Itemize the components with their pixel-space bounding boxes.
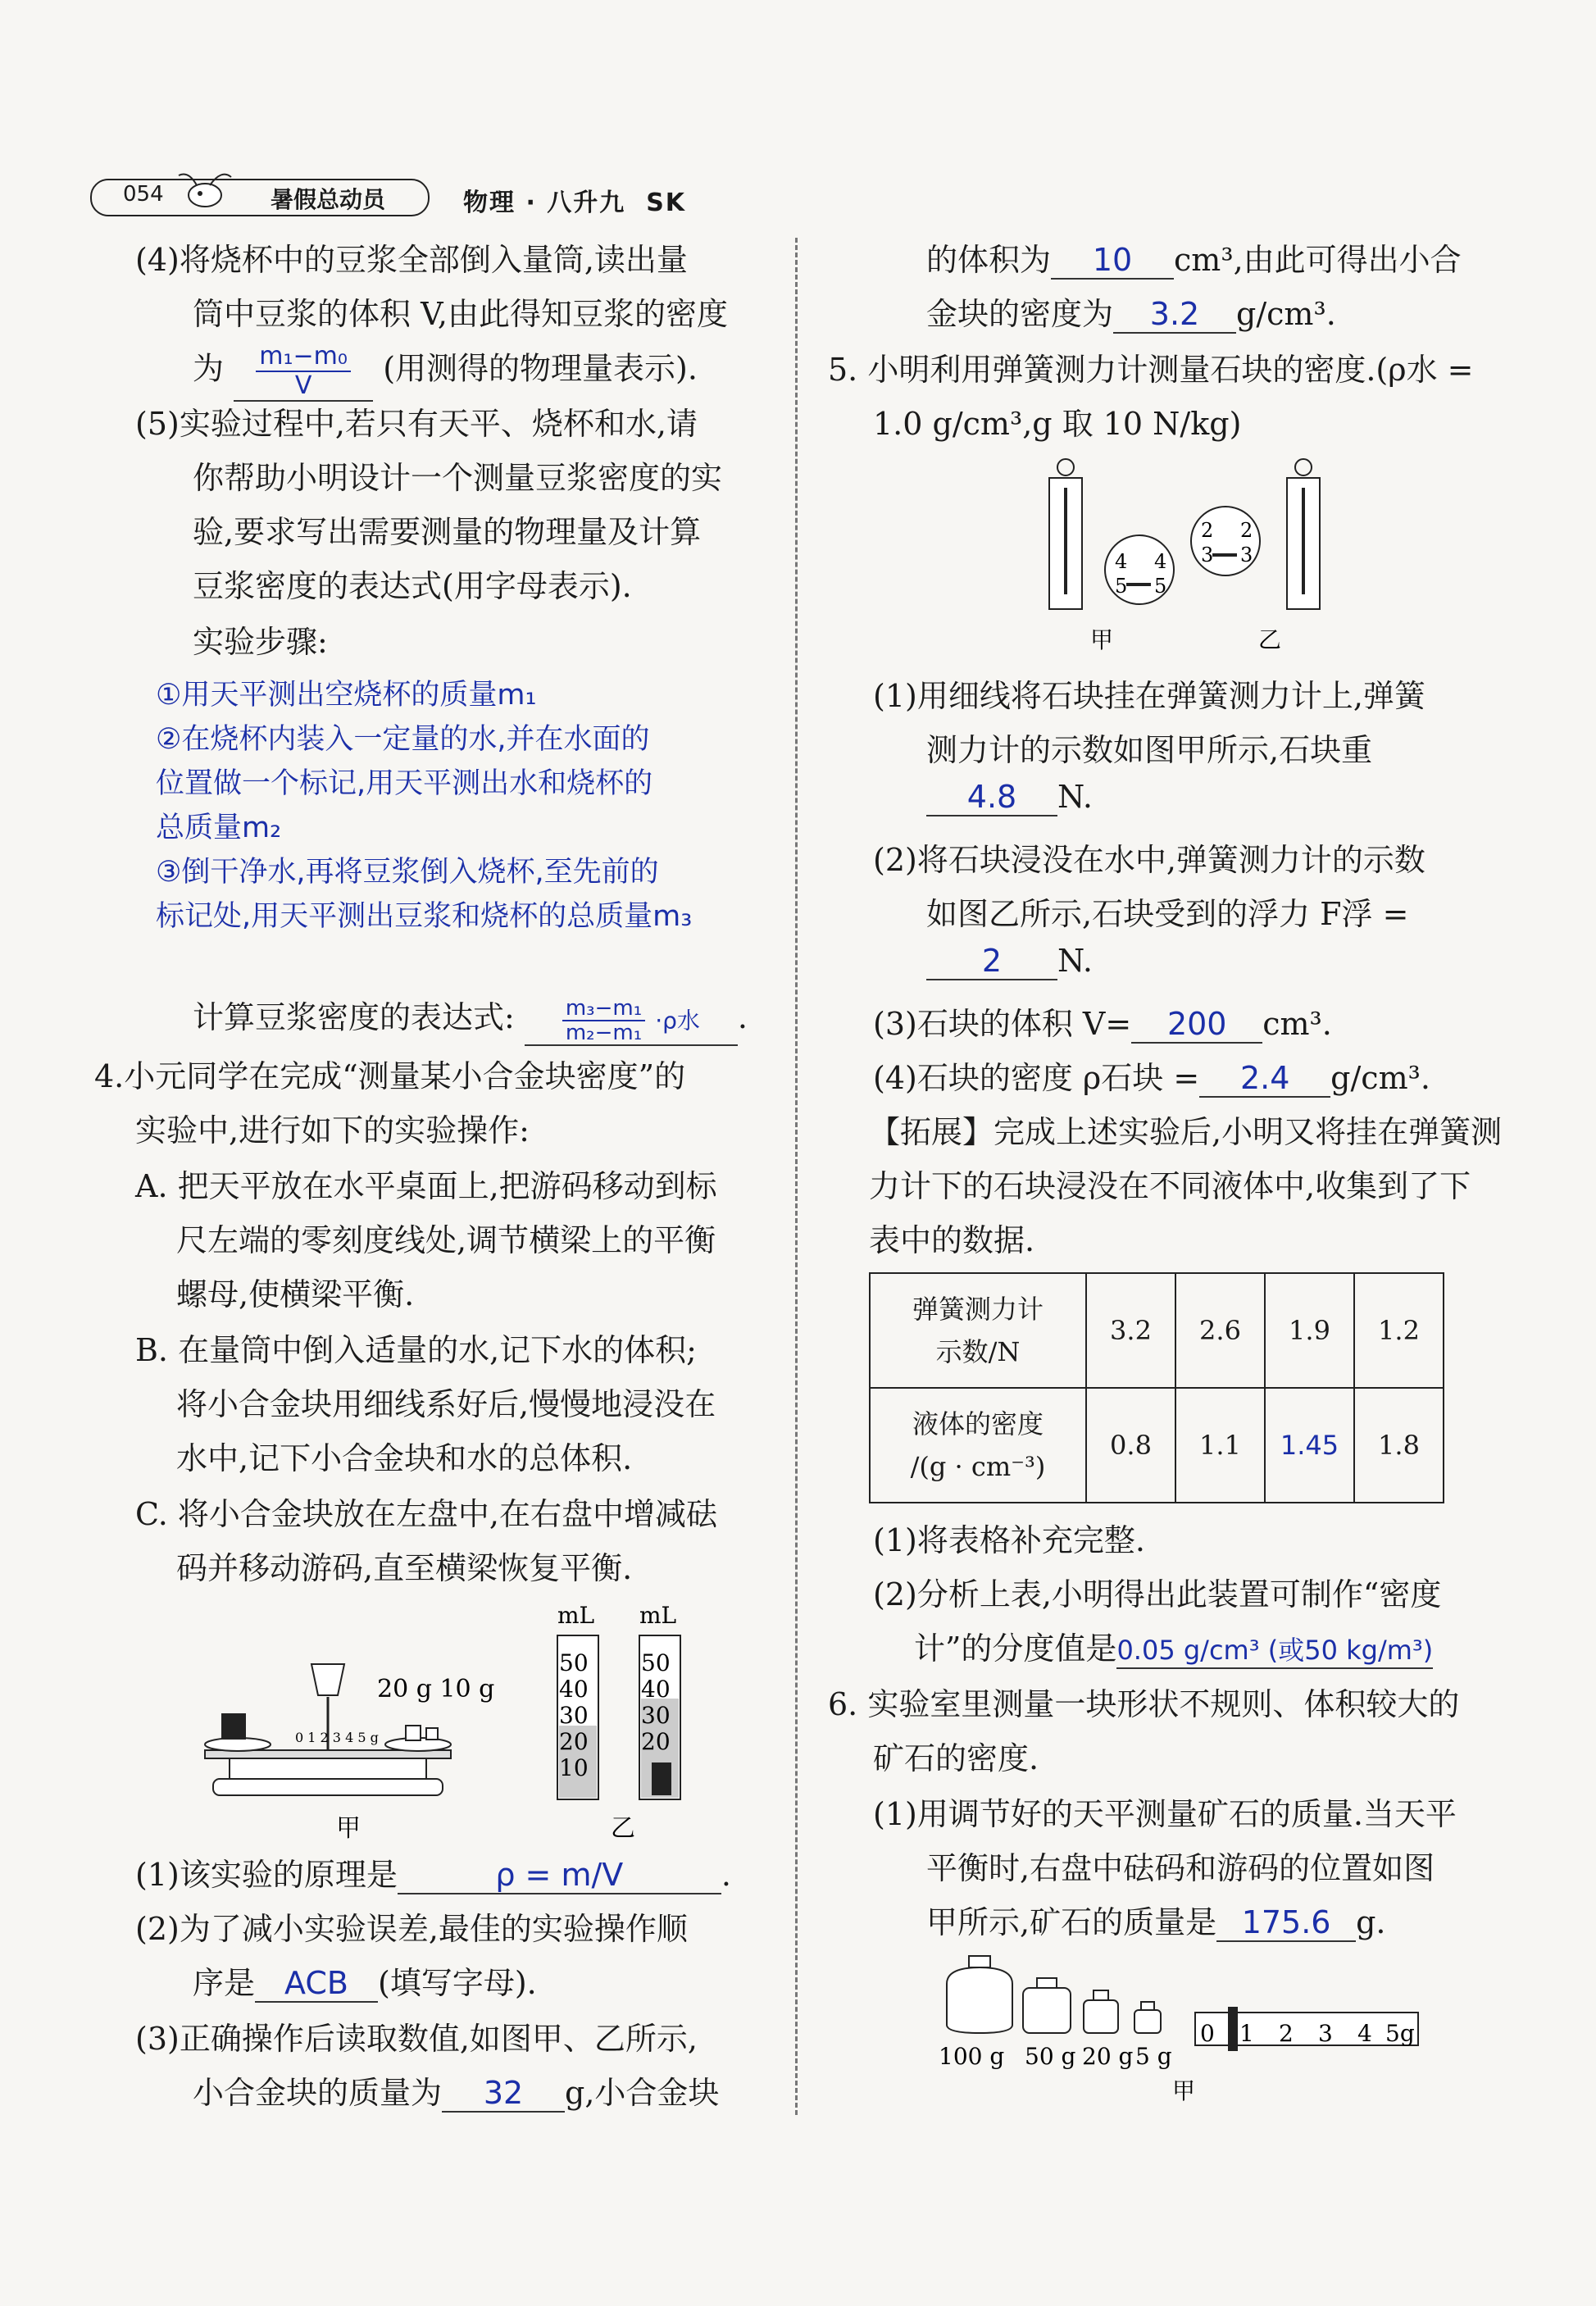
svg-text:mL: mL bbox=[639, 1602, 677, 1629]
weight-label: 5 g bbox=[1135, 2043, 1172, 2070]
q5-1-line1: (1)用细线将石块挂在弹簧测力计上,弹簧 bbox=[873, 678, 1425, 714]
steps-label: 实验步骤: bbox=[193, 624, 328, 660]
ext-line1: 【拓展】完成上述实验后,小明又将挂在弹簧测 bbox=[869, 1114, 1503, 1150]
measuring-cylinder-yi bbox=[639, 1602, 680, 1799]
svg-text:30: 30 bbox=[559, 1702, 589, 1729]
q6-1-line2: 平衡时,右盘中砝码和游码的位置如图 bbox=[926, 1850, 1435, 1886]
svg-text:50: 50 bbox=[641, 1649, 671, 1676]
fig6-jia-label: 甲 bbox=[1172, 2077, 1196, 2104]
svg-text:3: 3 bbox=[1201, 544, 1214, 566]
ext-line2: 力计下的石块浸没在不同液体中,收集到了下 bbox=[869, 1168, 1471, 1204]
spring-scale-jia-icon bbox=[1049, 459, 1174, 609]
step3b: 标记处,用天平测出豆浆和烧杯的总质量m₃ bbox=[156, 900, 693, 933]
weights-label: 20 g 10 g bbox=[377, 1675, 495, 1703]
ext-line3: 表中的数据. bbox=[869, 1222, 1035, 1258]
q4-B3: 水中,记下小合金块和水的总体积. bbox=[176, 1440, 633, 1476]
q4-B1: B. 在量筒中倒入适量的水,记下水的体积; bbox=[135, 1332, 697, 1368]
table-cell: 2.6 bbox=[1175, 1273, 1265, 1388]
data-table bbox=[869, 1272, 1444, 1503]
q4-1-answer: ρ = m/V bbox=[398, 1857, 721, 1894]
svg-text:4: 4 bbox=[1357, 2020, 1372, 2047]
spring-scale-figure bbox=[1041, 455, 1336, 660]
t2-line1: (2)分析上表,小明得出此装置可制作“密度 bbox=[873, 1576, 1442, 1612]
svg-text:5: 5 bbox=[1154, 575, 1167, 598]
weights-ruler-figure bbox=[934, 1951, 1426, 2115]
t1-line: (1)将表格补充完整. bbox=[873, 1522, 1145, 1558]
q5-3-line: (3)石块的体积 V= 200 cm³. bbox=[873, 1006, 1332, 1042]
svg-text:mL: mL bbox=[557, 1602, 595, 1629]
q6-line2: 矿石的密度. bbox=[873, 1740, 1039, 1776]
r2-line: 金块的密度为 3.2 g/cm³. bbox=[926, 296, 1336, 332]
fig5-yi-label: 乙 bbox=[1258, 626, 1282, 653]
weight-50g-icon bbox=[1023, 1978, 1071, 2033]
step3a: ③倒干净水,再将豆浆倒入烧杯,至先前的 bbox=[156, 856, 659, 889]
page-number: 054 bbox=[123, 182, 164, 207]
q4-1-line: (1)该实验的原理是 ρ = m/V . bbox=[135, 1857, 731, 1893]
table-row bbox=[870, 1273, 1444, 1388]
svg-text:2: 2 bbox=[1240, 519, 1253, 542]
svg-text:40: 40 bbox=[559, 1676, 589, 1703]
step1: ①用天平测出空烧杯的质量m₁ bbox=[156, 679, 537, 712]
q6-1-answer: 175.6 bbox=[1216, 1904, 1356, 1942]
q4-2-answer: ACB bbox=[255, 1965, 378, 2003]
q5-2-line1: (2)将石块浸没在水中,弹簧测力计的示数 bbox=[873, 842, 1425, 878]
r1-line: 的体积为 10 cm³,由此可得出小合 bbox=[926, 242, 1462, 278]
q3-4-answer: $\frac{\text{m₁−m₀}}{V}$ bbox=[234, 343, 373, 402]
table-cell: 1.9 bbox=[1265, 1273, 1354, 1388]
q3-5-line4: 豆浆密度的表达式(用字母表示). bbox=[193, 568, 632, 604]
q4-2-line1: (2)为了减小实验误差,最佳的实验操作顺 bbox=[135, 1911, 688, 1947]
svg-text:3: 3 bbox=[1318, 2020, 1333, 2047]
svg-text:20: 20 bbox=[641, 1728, 671, 1755]
row2-header: 液体的密度 /(g · cm⁻³) bbox=[870, 1388, 1086, 1503]
q3-4-line1: (4)将烧杯中的豆浆全部倒入量筒,读出量 bbox=[135, 242, 688, 278]
weight-20g-icon bbox=[1084, 1990, 1118, 2033]
expr-line: 计算豆浆密度的表达式: $\frac{\text{m₃−m₁}}{\text{m₂−m₁}}$ ·ρ水 . bbox=[193, 995, 748, 1045]
fig-yi-label: 乙 bbox=[611, 1814, 635, 1843]
svg-text:10: 10 bbox=[559, 1754, 589, 1781]
svg-text:2: 2 bbox=[1201, 519, 1214, 542]
q4-line1: 4.小元同学在完成“测量某小合金块密度”的 bbox=[94, 1058, 686, 1094]
header-subject: 物理 · 八升九 SK bbox=[463, 189, 687, 217]
svg-text:3: 3 bbox=[1240, 544, 1253, 566]
weight-label: 100 g bbox=[939, 2043, 1005, 2070]
step2b: 位置做一个标记,用天平测出水和烧杯的 bbox=[156, 767, 653, 800]
column-divider bbox=[795, 238, 798, 2115]
q5-1-line3: 4.8 N. bbox=[926, 779, 1093, 816]
q5-2-line2: 如图乙所示,石块受到的浮力 F浮 = bbox=[926, 896, 1409, 932]
measuring-cylinder-jia bbox=[557, 1602, 598, 1799]
t2-line2: 计”的分度值是0.05 g/cm³ (或50 kg/m³) bbox=[914, 1623, 1433, 1669]
q4-B2: 将小合金块用细线系好后,慢慢地浸没在 bbox=[176, 1386, 716, 1422]
q5-2-answer: 2 bbox=[926, 943, 1057, 980]
rider-ruler-icon bbox=[1195, 2007, 1418, 2051]
svg-text:2: 2 bbox=[1279, 2020, 1294, 2047]
spring-scale-yi-icon bbox=[1191, 459, 1320, 609]
q4-C2: 码并移动游码,直至横梁恢复平衡. bbox=[176, 1550, 633, 1586]
q3-5-line3: 验,要求写出需要测量的物理量及计算 bbox=[193, 514, 702, 550]
weight-label: 20 g bbox=[1082, 2043, 1134, 2070]
q6-1-line1: (1)用调节好的天平测量矿石的质量.当天平 bbox=[873, 1796, 1457, 1832]
q3-5-line2: 你帮助小明设计一个测量豆浆密度的实 bbox=[193, 460, 723, 496]
step2c: 总质量m₂ bbox=[156, 812, 282, 844]
fig-jia-label: 甲 bbox=[336, 1814, 361, 1843]
weight-5g-icon bbox=[1134, 2002, 1161, 2033]
t2-answer: 0.05 g/cm³ (或50 kg/m³) bbox=[1116, 1630, 1433, 1669]
svg-text:1: 1 bbox=[1239, 2020, 1254, 2047]
q5-1-answer: 4.8 bbox=[926, 779, 1057, 816]
table-cell: 1.1 bbox=[1175, 1388, 1265, 1503]
svg-text:5: 5 bbox=[1115, 575, 1128, 598]
table-cell: 0.8 bbox=[1086, 1388, 1175, 1503]
q4-line2: 实验中,进行如下的实验操作: bbox=[135, 1112, 530, 1148]
q5-4-line: (4)石块的密度 ρ石块 = 2.4 g/cm³. bbox=[873, 1060, 1430, 1096]
table-row bbox=[870, 1388, 1444, 1503]
q4-3-line2: 小合金块的质量为 32 g,小合金块 bbox=[193, 2075, 720, 2111]
balance-cylinder-figure bbox=[197, 1599, 689, 1853]
q4-C1: C. 将小合金块放在左盘中,在右盘中增减砝 bbox=[135, 1496, 717, 1532]
table-cell: 1.8 bbox=[1354, 1388, 1444, 1503]
q4-2-line2: 序是 ACB (填写字母). bbox=[193, 1965, 537, 2001]
table-cell-answer: 1.45 bbox=[1265, 1388, 1354, 1503]
weight-100g-icon bbox=[947, 1956, 1012, 2033]
row1-header: 弹簧测力计 示数/N bbox=[870, 1273, 1086, 1388]
q5-line1: 5. 小明利用弹簧测力计测量石块的密度.(ρ水 = bbox=[828, 352, 1474, 388]
q5-3-answer: 200 bbox=[1131, 1006, 1262, 1044]
svg-text:4: 4 bbox=[1154, 550, 1167, 573]
volume-answer: 10 bbox=[1051, 242, 1174, 280]
q5-line2: 1.0 g/cm³,g 取 10 N/kg) bbox=[873, 406, 1242, 442]
fig5-jia-label: 甲 bbox=[1090, 626, 1114, 653]
svg-text:30: 30 bbox=[641, 1702, 671, 1729]
bee-mascot-icon bbox=[172, 166, 238, 215]
q3-4-line2: 筒中豆浆的体积 V,由此得知豆浆的密度 bbox=[193, 296, 728, 332]
weight-label: 50 g bbox=[1025, 2043, 1076, 2070]
svg-text:4: 4 bbox=[1115, 550, 1128, 573]
q3-5-line1: (5)实验过程中,若只有天平、烧杯和水,请 bbox=[135, 406, 698, 442]
q3-4-line3: 为 $\frac{\text{m₁−m₀}}{V}$ (用测得的物理量表示). bbox=[193, 342, 698, 400]
table-cell: 3.2 bbox=[1086, 1273, 1175, 1388]
q4-A3: 螺母,使横梁平衡. bbox=[176, 1276, 415, 1312]
svg-text:20: 20 bbox=[559, 1728, 589, 1755]
q4-A1: A. 把天平放在水平桌面上,把游码移动到标 bbox=[135, 1168, 717, 1204]
svg-text:5g: 5g bbox=[1385, 2020, 1415, 2047]
q6-1-line3: 甲所示,矿石的质量是 175.6 g. bbox=[926, 1904, 1386, 1940]
q4-A2: 尺左端的零刻度线处,调节横梁上的平衡 bbox=[176, 1222, 716, 1258]
expr-answer: $\frac{\text{m₃−m₁}}{\text{m₂−m₁}}$ ·ρ水 bbox=[525, 997, 738, 1046]
svg-text:40: 40 bbox=[641, 1676, 671, 1703]
q4-3-line1: (3)正确操作后读取数值,如图甲、乙所示, bbox=[135, 2021, 698, 2057]
header-brand: 暑假总动员 bbox=[271, 186, 386, 213]
density-answer: 3.2 bbox=[1113, 296, 1236, 334]
q5-2-line3: 2 N. bbox=[926, 943, 1093, 980]
q5-4-answer: 2.4 bbox=[1199, 1060, 1330, 1098]
table-cell: 1.2 bbox=[1354, 1273, 1444, 1388]
q6-line1: 6. 实验室里测量一块形状不规则、体积较大的 bbox=[828, 1686, 1460, 1722]
svg-text:0 1 2 3 4 5 g: 0 1 2 3 4 5 g bbox=[295, 1730, 379, 1745]
step2a: ②在烧杯内装入一定量的水,并在水面的 bbox=[156, 723, 650, 756]
svg-text:50: 50 bbox=[559, 1649, 589, 1676]
q4-3-answer: 32 bbox=[442, 2075, 565, 2113]
q5-1-line2: 测力计的示数如图甲所示,石块重 bbox=[926, 732, 1373, 768]
svg-text:0: 0 bbox=[1200, 2020, 1215, 2047]
